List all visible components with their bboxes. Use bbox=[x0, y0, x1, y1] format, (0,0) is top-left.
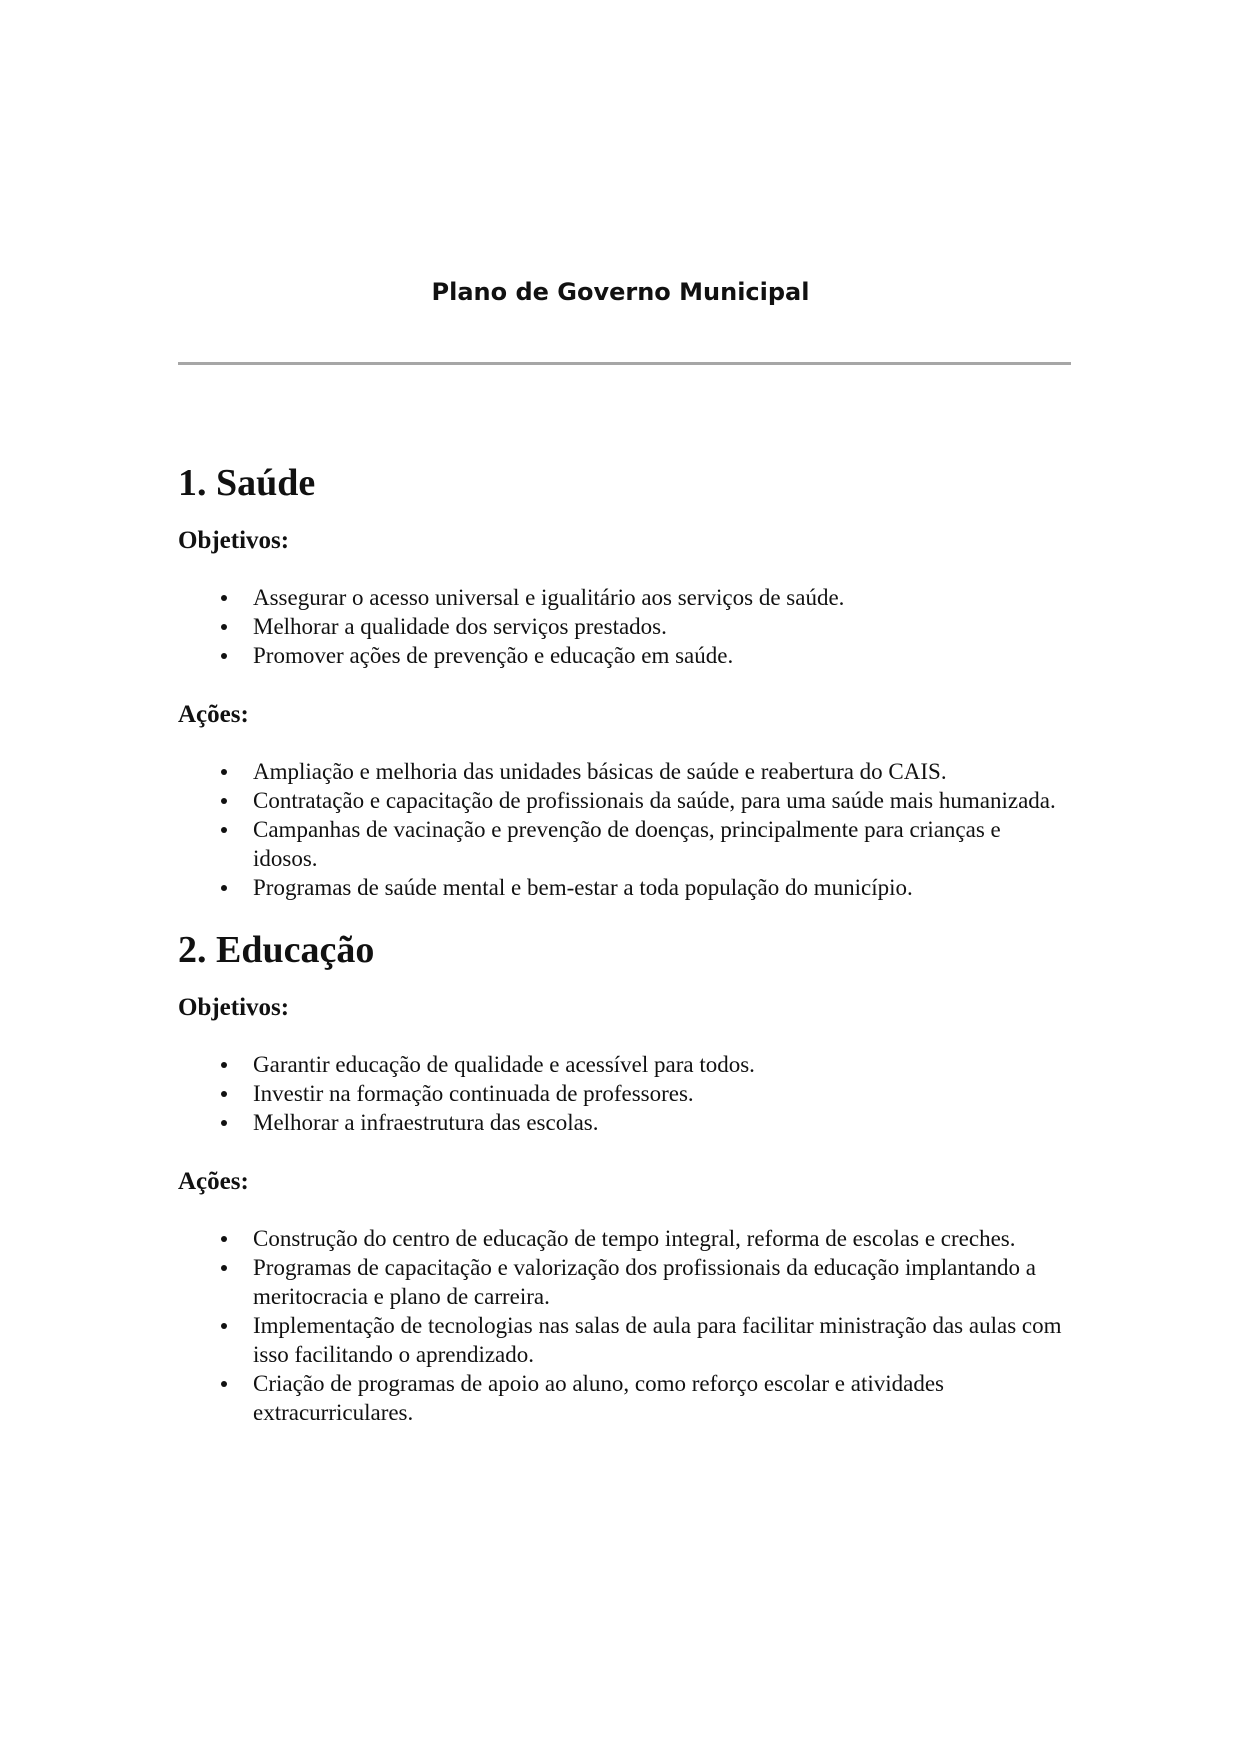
list-item-text: Garantir educação de qualidade e acessível para todos. bbox=[253, 1052, 755, 1077]
actions-list bbox=[178, 757, 1071, 902]
bullet-icon bbox=[221, 1120, 227, 1126]
list-item-text: Ampliação e melhoria das unidades básicas de saúde e reabertura do CAIS. bbox=[253, 759, 947, 784]
bullet-icon bbox=[221, 595, 227, 601]
list-item bbox=[178, 873, 1071, 902]
actions-heading: Ações: bbox=[178, 701, 249, 728]
objectives-heading: Objetivos: bbox=[178, 527, 290, 554]
list-item bbox=[178, 641, 1071, 670]
bullet-icon bbox=[221, 827, 227, 833]
list-item bbox=[178, 1253, 1071, 1311]
list-item-text: Promover ações de prevenção e educação em saúde. bbox=[253, 643, 734, 668]
list-item bbox=[178, 815, 1071, 873]
section-heading-educacao: 2. Educação bbox=[178, 929, 375, 971]
list-item-text: Criação de programas de apoio ao aluno, como reforço escolar e atividades extracurriculares. bbox=[253, 1371, 944, 1425]
list-item bbox=[178, 1224, 1071, 1253]
list-item bbox=[178, 1108, 1071, 1137]
bullet-icon bbox=[221, 1091, 227, 1097]
list-item-text: Melhorar a qualidade dos serviços prestados. bbox=[253, 614, 667, 639]
actions-heading: Ações: bbox=[178, 1168, 249, 1195]
bullet-icon bbox=[221, 769, 227, 775]
list-item bbox=[178, 1079, 1071, 1108]
list-item-text: Melhorar a infraestrutura das escolas. bbox=[253, 1110, 599, 1135]
bullet-icon bbox=[221, 653, 227, 659]
list-item-text: Implementação de tecnologias nas salas de aula para facilitar ministração das aulas com isso facilitando o aprendizado. bbox=[253, 1313, 1062, 1367]
list-item-text: Investir na formação continuada de professores. bbox=[253, 1081, 694, 1106]
actions-list bbox=[178, 1224, 1071, 1427]
horizontal-divider bbox=[178, 362, 1071, 365]
list-item bbox=[178, 757, 1071, 786]
bullet-icon bbox=[221, 1323, 227, 1329]
list-item-text: Contratação e capacitação de profissionais da saúde, para uma saúde mais humanizada. bbox=[253, 788, 1056, 813]
list-item-text: Programas de saúde mental e bem-estar a toda população do município. bbox=[253, 875, 913, 900]
bullet-icon bbox=[221, 1236, 227, 1242]
bullet-icon bbox=[221, 1265, 227, 1271]
list-item bbox=[178, 612, 1071, 641]
list-item bbox=[178, 1311, 1071, 1369]
objectives-heading: Objetivos: bbox=[178, 994, 290, 1021]
list-item-text: Construção do centro de educação de tempo integral, reforma de escolas e creches. bbox=[253, 1226, 1016, 1251]
objectives-list bbox=[178, 583, 1071, 670]
list-item-text: Assegurar o acesso universal e igualitário aos serviços de saúde. bbox=[253, 585, 845, 610]
list-item bbox=[178, 583, 1071, 612]
bullet-icon bbox=[221, 624, 227, 630]
list-item bbox=[178, 786, 1071, 815]
bullet-icon bbox=[221, 1381, 227, 1387]
bullet-icon bbox=[221, 885, 227, 891]
list-item-text: Campanhas de vacinação e prevenção de doenças, principalmente para crianças e idosos. bbox=[253, 817, 1001, 871]
list-item bbox=[178, 1369, 1071, 1427]
bullet-icon bbox=[221, 798, 227, 804]
objectives-list bbox=[178, 1050, 1071, 1137]
list-item-text: Programas de capacitação e valorização dos profissionais da educação implantando a meritocracia e plano de carreira. bbox=[253, 1255, 1036, 1309]
document-title: Plano de Governo Municipal bbox=[431, 278, 810, 306]
section-heading-saude: 1. Saúde bbox=[178, 462, 316, 504]
document-body bbox=[178, 455, 1071, 1427]
list-item bbox=[178, 1050, 1071, 1079]
bullet-icon bbox=[221, 1062, 227, 1068]
